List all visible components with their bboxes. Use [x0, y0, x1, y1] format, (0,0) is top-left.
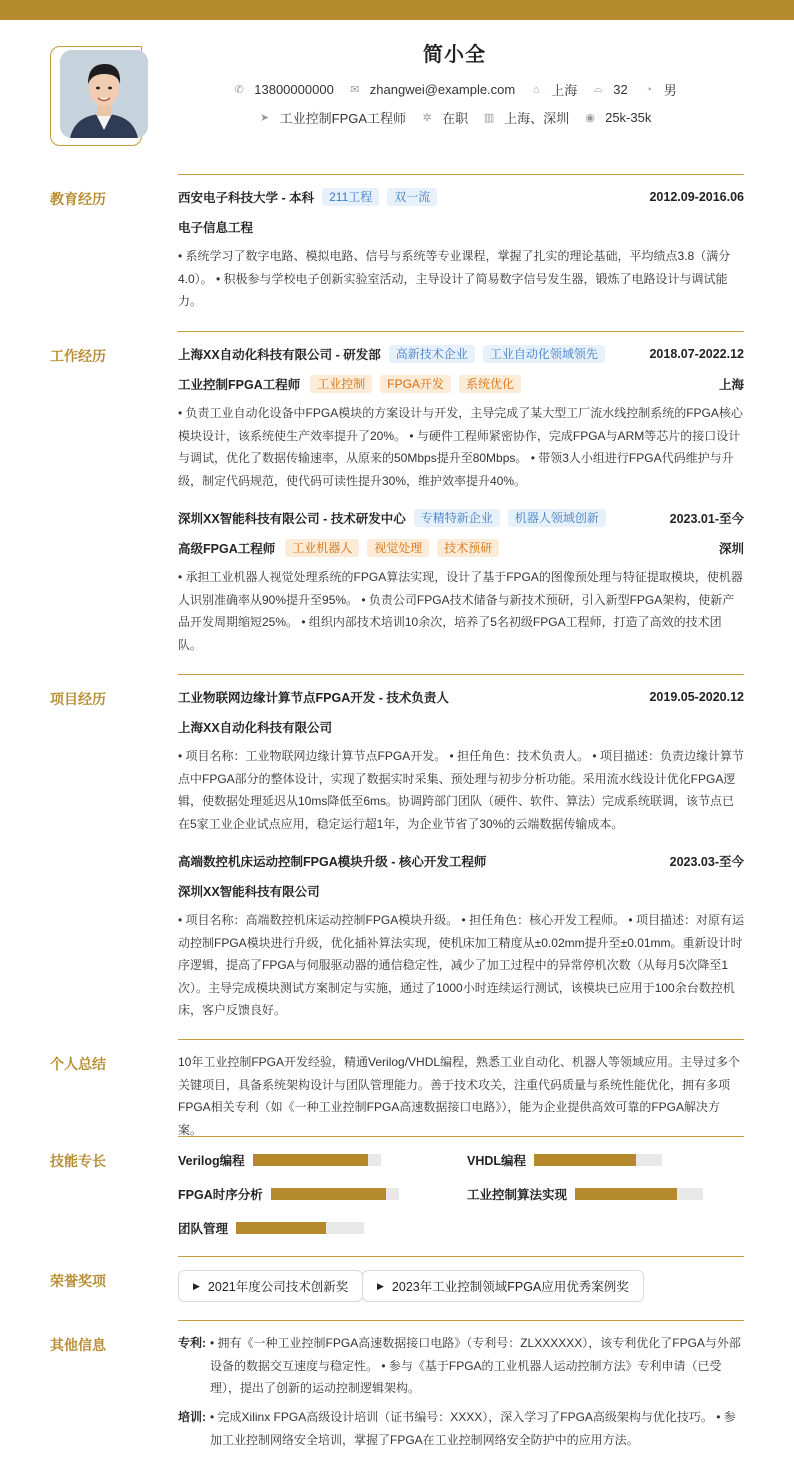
award-text: 2021年度公司技术创新奖: [207, 1280, 349, 1294]
company-tag: 高新技术企业: [389, 345, 475, 363]
skill-bar: [271, 1188, 399, 1200]
skill-name: 团队管理: [178, 1222, 229, 1236]
section-title-work: 工作经历: [50, 348, 106, 364]
education-major-row: [178, 218, 744, 236]
work-title-row: [178, 375, 744, 393]
award-chip[interactable]: [362, 1270, 644, 1302]
company-name: 上海XX自动化科技有限公司 - 研发部: [178, 348, 381, 362]
project-desc: • 项目名称：工业物联网边缘计算节点FPGA开发。 • 担任角色：技术负责人。 • 项目描述：负责边缘计算节点中FPGA部分的整体设计，实现了数据实时采集、预处理与初步分析功能。采用流水线设计优化FPGA逻辑，使数据处理延迟从10ms降低至6ms。协调跨部门团队（硬件、软件、算法）完成系统联调，该节点已在5家工业企业试点应用，稳定运行超1年，为企业节省了30%的云端数据传输成本。: [178, 749, 744, 831]
skill-item: [178, 1185, 399, 1203]
company-name: 深圳XX智能科技有限公司 - 技术研发中心: [178, 512, 406, 526]
school-name: 西安电子科技大学 - 本科: [178, 191, 315, 205]
skill-name: 工业控制算法实现: [467, 1188, 568, 1202]
divider: [178, 1320, 744, 1321]
section-title-other: 其他信息: [50, 1337, 106, 1353]
top-accent-bar: [0, 0, 794, 20]
divider: [178, 174, 744, 175]
company-tag: 工业自动化领域领先: [483, 345, 605, 363]
job-text: 工业控制FPGA工程师: [279, 111, 407, 126]
triangle-right-icon: ▶: [377, 1280, 384, 1291]
divider: [178, 1256, 744, 1257]
triangle-right-icon: ▶: [193, 1280, 200, 1291]
work-period: 2023.01-至今: [669, 512, 744, 526]
skill-bar-fill: [236, 1222, 326, 1234]
work-desc: • 承担工业机器人视觉处理系统的FPGA算法实现，设计了基于FPGA的图像预处理与特征提取模块，使机器人识别准确率从90%提升至95%。 • 负责公司FPGA技术储备与新技术预研，引入新型FPGA架构，使新产品开发周期缩短25%。 • 组织内部技术培训10余次，培养了5名初级FPGA工程师，打造了高效的技术团队。: [178, 570, 743, 652]
work-desc: • 负责工业自动化设备中FPGA模块的方案设计与开发，主导完成了某大型工厂流水线控制系统的FPGA核心模块设计，该系统使生产效率提升了20%。 • 与硬件工程师紧密协作，完成FPGA与ARM等芯片的接口设计与调试，优化了数据传输速率，从原来的50Mbps提升至80Mbps。 • 带领3人小组进行FPGA代码维护与升级，制定代码规范，使代码可读性提升30%，维护效率提升40%。: [178, 406, 743, 488]
work-title-row: [178, 539, 744, 557]
skill-tag: 视觉处理: [367, 539, 429, 557]
contact-row: [0, 80, 794, 99]
section-title-project: 项目经历: [50, 691, 106, 707]
money-icon: ◉: [585, 112, 595, 124]
skill-item: [467, 1151, 662, 1169]
section-title-awards: 荣誉奖项: [50, 1273, 106, 1289]
job-title: 高级FPGA工程师: [178, 542, 276, 556]
candidate-name: 简小全: [423, 44, 486, 66]
work-header: [178, 345, 744, 363]
send-icon: ➤: [260, 112, 270, 124]
project-desc: • 项目名称：高端数控机床运动控制FPGA模块升级。 • 担任角色：核心开发工程师。 • 项目描述：对原有运动控制FPGA模块进行升级，优化插补算法实现，使机床加工精度从±0.02mm提升至±0.01mm。重新设计时序逻辑，提高了FPGA与伺服驱动器的通信稳定性，减少了加工过程中的异常停机次数（从每月5次降至1次）。主导完成模块测试方案制定与实施，通过了1000小时连续运行测试，该模块已应用于100余台数控机床，客户反馈良好。: [178, 913, 744, 1017]
skill-bar-fill: [534, 1154, 636, 1166]
status-icon: ✲: [422, 112, 432, 124]
work-location: 上海: [718, 378, 744, 392]
project-header: [178, 852, 744, 870]
salary-text: 25k-35k: [605, 110, 652, 125]
skill-name: Verilog编程: [178, 1154, 245, 1168]
status-text: 在职: [442, 111, 469, 126]
skill-tag: 技术预研: [437, 539, 499, 557]
target-city-item: [482, 108, 569, 127]
award-text: 2023年工业控制领域FPGA应用优秀案例奖: [391, 1280, 629, 1294]
project-company: 上海XX自动化科技有限公司: [178, 721, 333, 735]
skill-item: [467, 1185, 703, 1203]
skill-tag: 系统优化: [459, 375, 521, 393]
skill-bar: [236, 1222, 364, 1234]
gender-text: 男: [663, 83, 677, 98]
school-tag: 双一流: [387, 188, 437, 206]
project-period: 2023.03-至今: [669, 855, 744, 869]
other-label: 专利:: [178, 1336, 206, 1350]
work-period: 2018.07-2022.12: [649, 347, 744, 361]
education-header: [178, 188, 744, 206]
project-header: [178, 688, 744, 706]
email-item: [348, 82, 515, 97]
other-text: • 拥有《一种工业控制FPGA高速数据接口电路》（专利号：ZLXXXXXX），该专利优化了FPGA与外部设备的数据交互速度与稳定性。 • 参与《基于FPGA的工业机器人运动控制方法》专利申请（已受理），提出了创新的运动控制逻辑架构。: [210, 1336, 741, 1395]
company-tag: 机器人领域创新: [508, 509, 606, 527]
education-desc: • 系统学习了数字电路、模拟电路、信号与系统等专业课程，掌握了扎实的理论基础，平均绩点3.8（满分4.0）。 • 积极参与学校电子创新实验室活动，主导设计了简易数字信号发生器，锻炼了电路设计与调试能力。: [178, 249, 731, 308]
city-text: 上海: [551, 83, 578, 98]
divider: [178, 331, 744, 332]
project-company-row: [178, 718, 744, 736]
project-name: 高端数控机床运动控制FPGA模块升级 - 核心开发工程师: [178, 855, 487, 869]
project-company-row: [178, 882, 744, 900]
divider: [178, 674, 744, 675]
skill-item: [178, 1151, 381, 1169]
target-city-text: 上海、深圳: [504, 111, 570, 126]
skill-bar: [534, 1154, 662, 1166]
section-title-education: 教育经历: [50, 191, 106, 207]
skill-bar: [253, 1154, 381, 1166]
skill-bar: [575, 1188, 703, 1200]
phone-icon: ✆: [234, 84, 244, 96]
project-period: 2019.05-2020.12: [649, 690, 744, 704]
section-title-skills: 技能专长: [50, 1153, 106, 1169]
skill-name: VHDL编程: [467, 1154, 527, 1168]
education-period: 2012.09-2016.06: [649, 190, 744, 204]
work-header: [178, 509, 744, 527]
skill-bar-fill: [271, 1188, 386, 1200]
email-text: zhangwei@example.com: [369, 82, 516, 97]
job-title: 工业控制FPGA工程师: [178, 378, 301, 392]
mail-icon: ✉: [350, 84, 360, 96]
skill-name: FPGA时序分析: [178, 1188, 263, 1202]
skill-bar-fill: [575, 1188, 677, 1200]
skill-item: [178, 1219, 364, 1237]
age-item: [591, 82, 627, 97]
salary-item: [583, 110, 651, 125]
section-title-summary: 个人总结: [50, 1056, 106, 1072]
gender-item: [642, 80, 677, 99]
skill-bar-fill: [253, 1154, 368, 1166]
project-company: 深圳XX智能科技有限公司: [178, 885, 320, 899]
job-item: [258, 108, 406, 127]
job-row: [0, 108, 794, 127]
major: 电子信息工程: [178, 221, 254, 235]
building-icon: ▥: [483, 112, 495, 124]
age-text: 32: [613, 82, 628, 97]
project-name: 工业物联网边缘计算节点FPGA开发 - 技术负责人: [178, 691, 449, 705]
city-item: [529, 80, 577, 99]
home-icon: ⌂: [532, 83, 540, 96]
divider: [178, 1136, 744, 1137]
skill-tag: FPGA开发: [380, 375, 451, 393]
other-label: 培训:: [178, 1410, 206, 1424]
phone-item: [232, 82, 334, 97]
company-tag: 专精特新企业: [414, 509, 500, 527]
status-item: [420, 108, 468, 127]
phone-text: 13800000000: [254, 82, 334, 97]
award-chip[interactable]: [178, 1270, 363, 1302]
skill-tag: 工业控制: [310, 375, 372, 393]
gender-icon: ◔: [645, 83, 653, 96]
other-text: • 完成Xilinx FPGA高级设计培训（证书编号：XXXX），深入学习了FPGA高级架构与优化技巧。 • 参加工业控制网络安全培训，掌握了FPGA在工业控制网络安全防护中的应用方法。: [210, 1410, 736, 1447]
summary-text: 10年工业控制FPGA开发经验，精通Verilog/VHDL编程，熟悉工业自动化、机器人等领域应用。主导过多个关键项目，具备系统架构设计与团队管理能力。善于技术攻关，注重代码质量与系统性能优化，拥有多项FPGA相关专利（如《一种工业控制FPGA高速数据接口电路》），能为企业提供高效可靠的FPGA解决方案。: [178, 1055, 741, 1137]
skill-tag: 工业机器人: [285, 539, 359, 557]
work-location: 深圳: [718, 542, 744, 556]
age-icon: ⌓: [593, 83, 603, 95]
divider: [178, 1039, 744, 1040]
school-tag: 211工程: [322, 188, 379, 206]
